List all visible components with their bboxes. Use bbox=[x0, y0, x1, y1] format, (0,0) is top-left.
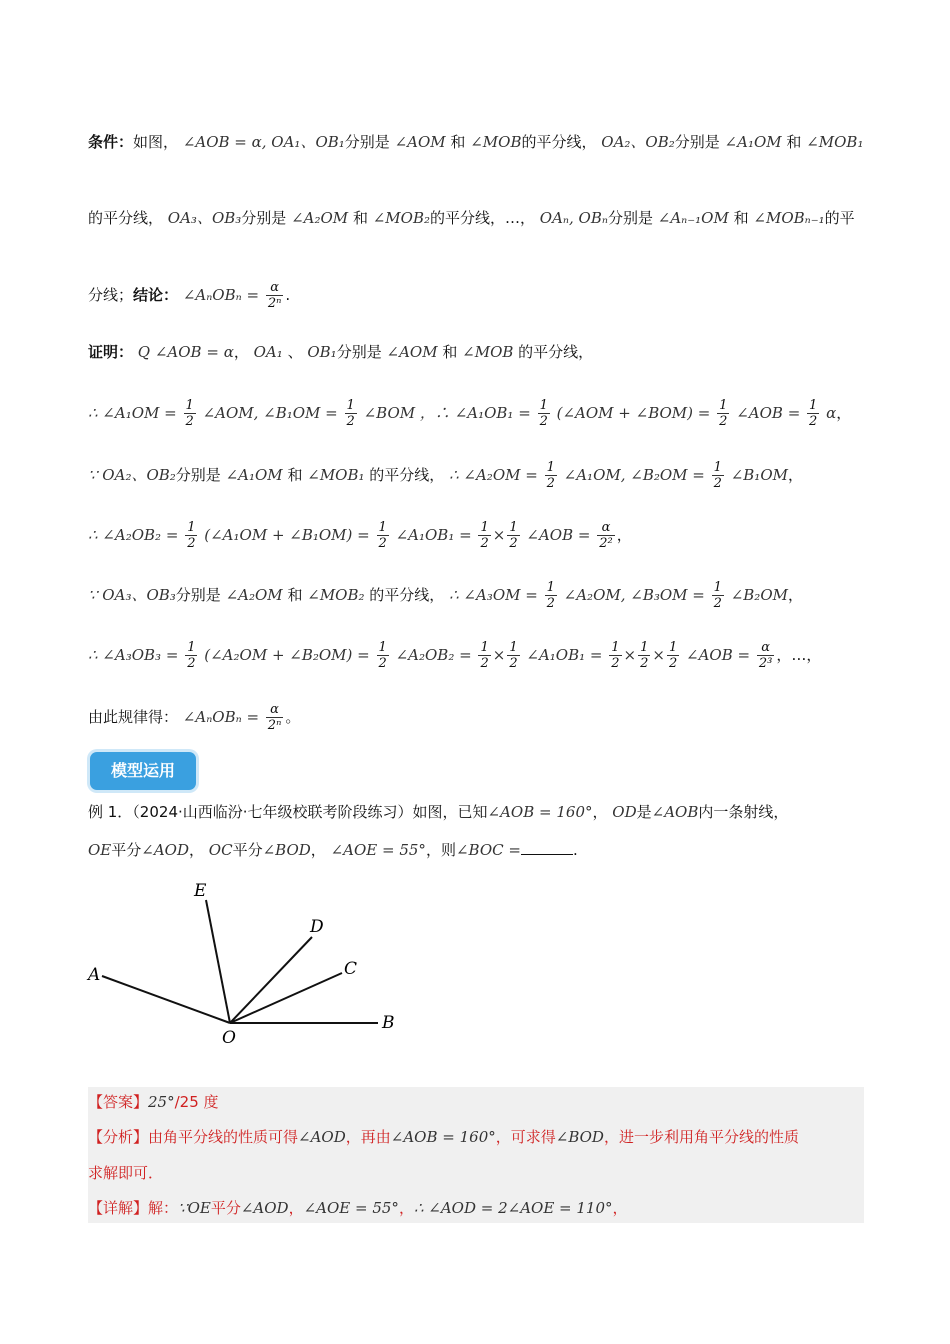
condition-line-3: 分线；结论： ∠AₙOBₙ = $\frac{\alpha}{\text{2ⁿ}}$ . bbox=[88, 280, 291, 311]
answer-row: 【答案】25°/25 度 bbox=[88, 1093, 219, 1111]
fraction: $\frac{\alpha}{\text{2ⁿ}}$ bbox=[267, 280, 282, 311]
detail-tag: 【详解】 bbox=[88, 1199, 149, 1217]
analysis-row-2: 求解即可． bbox=[88, 1164, 164, 1182]
analysis-row: 【分析】由角平分线的性质可得∠AOD，再由∠AOB = 160°，可求得∠BOD，进一步利用角平分线的性质 bbox=[88, 1128, 799, 1146]
angle-figure bbox=[80, 870, 410, 1055]
detail-row: 【详解】解：∵OE平分∠AOD，∠AOE = 55°，∴ ∠AOD = 2∠AOE = 110°， bbox=[88, 1199, 628, 1217]
proof-line-6: ∴ ∠A₃OB₃ = $\frac{1}{2}$ (∠A₂OM + ∠B₂OM) = $\frac{1}{2}$ ∠A₂OB₂ = $\frac{1}{2}$ × $\frac{1}{2}$ ∠A₁OB₁ = $\frac{1}{2}$ × $\frac{1}{2}$ × $\frac{1}{2}$ ∠AOB = $\frac{\alpha}{\text{2³}}$ ，…， bbox=[88, 640, 822, 671]
analysis-tag: 【分析】 bbox=[88, 1128, 149, 1146]
proof-label: 证明： bbox=[88, 343, 134, 361]
condition-label: 条件： bbox=[88, 133, 134, 151]
ray-OA bbox=[102, 976, 230, 1023]
answer-panel bbox=[88, 1087, 864, 1223]
ray-OE bbox=[206, 900, 230, 1023]
condition-line-2: 的平分线， OA₃、OB₃分别是 ∠A₂OM 和 ∠MOB₂的平分线，…， OAₙ, OBₙ分别是 ∠Aₙ₋₁OM 和 ∠MOBₙ₋₁的平 bbox=[88, 209, 855, 227]
model-application-badge: 模型运用 bbox=[90, 752, 196, 790]
label-B: B bbox=[382, 1013, 395, 1033]
condition-line-1: 条件：如图， ∠AOB = α, OA₁、OB₁分别是 ∠AOM 和 ∠MOB的平分线， OA₂、OB₂分别是 ∠A₁OM 和 ∠MOB₁ bbox=[88, 133, 864, 151]
example-line-2: OE平分∠AOD， OC平分∠BOD， ∠AOE = 55°，则∠BOC = . bbox=[88, 841, 578, 859]
ray-OD bbox=[230, 937, 312, 1023]
proof-line-2: ∴ ∠A₁OM = $\frac{1}{2}$ ∠AOM, ∠B₁OM = $\frac{1}{2}$ ∠BOM ，∴ ∠A₁OB₁ = $\frac{1}{2}$ (∠AOM + ∠BOM) = $\frac{1}{2}$ ∠AOB = $\frac{1}{2}$ α， bbox=[88, 398, 852, 429]
proof-line-7: 由此规律得： ∠AₙOBₙ = $\frac{\alpha}{\text{2ⁿ}}$ 。 bbox=[88, 702, 301, 733]
answer-tag: 【答案】 bbox=[88, 1093, 149, 1111]
label-O: O bbox=[222, 1028, 236, 1048]
ray-OC bbox=[230, 973, 342, 1023]
label-E: E bbox=[194, 881, 207, 901]
proof-line-3: ∵ OA₂、OB₂分别是 ∠A₁OM 和 ∠MOB₁ 的平分线， ∴ ∠A₂OM = $\frac{1}{2}$ ∠A₁OM, ∠B₂OM = $\frac{1}{2}$ ∠B₁OM， bbox=[88, 460, 803, 491]
label-C: C bbox=[344, 959, 358, 979]
example-line-1: 例 1．（2024·山西临汾·七年级校联考阶段练习）如图，已知∠AOB = 160°， OD是∠AOB内一条射线， bbox=[88, 803, 789, 821]
answer-blank bbox=[521, 840, 573, 855]
label-D: D bbox=[310, 917, 324, 937]
conclusion-label: 结论： bbox=[133, 286, 179, 304]
proof-line-1: 证明： Q ∠AOB = α， OA₁ 、 OB₁分别是 ∠AOM 和 ∠MOB 的平分线， bbox=[88, 343, 594, 361]
proof-line-4: ∴ ∠A₂OB₂ = $\frac{1}{2}$ (∠A₁OM + ∠B₁OM) = $\frac{1}{2}$ ∠A₁OB₁ = $\frac{1}{2}$ × $\frac{1}{2}$ ∠AOB = $\frac{\alpha}{\text{2²}}$ ， bbox=[88, 520, 632, 551]
label-A: A bbox=[88, 965, 101, 985]
proof-line-5: ∵ OA₃、OB₃分别是 ∠A₂OM 和 ∠MOB₂ 的平分线， ∴ ∠A₃OM = $\frac{1}{2}$ ∠A₂OM, ∠B₃OM = $\frac{1}{2}$ ∠B₂OM， bbox=[88, 580, 803, 611]
